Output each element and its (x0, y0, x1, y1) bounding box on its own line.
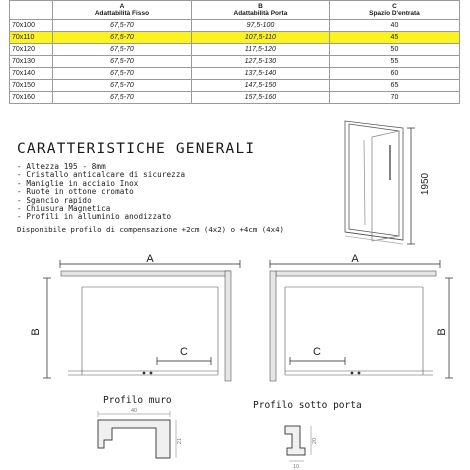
size-cell: 70x150 (10, 80, 53, 92)
porta-cell: 107,5-110 (191, 32, 329, 44)
spazio-cell: 50 (329, 44, 459, 56)
header-fisso: A Adattabilità Fisso (53, 1, 192, 20)
wall-profile-drawing (98, 408, 183, 458)
spazio-cell: 60 (329, 68, 459, 80)
spazio-cell: 55 (329, 56, 459, 68)
spazio-cell: 70 (329, 92, 459, 104)
feature-item: - Altezza 195 - 8mm (17, 162, 106, 171)
shower-elevation-drawing (345, 121, 403, 244)
height-dimension (407, 128, 431, 244)
size-cell: 70x130 (10, 56, 53, 68)
feature-item: - Ruote in ottone cromato (17, 187, 134, 197)
plan-view-left (30, 253, 240, 381)
fisso-cell: 67,5-70 (53, 44, 192, 56)
size-cell: 70x110 (10, 32, 53, 44)
header-porta: B Adattabilità Porta (191, 1, 329, 20)
dimension-a-right: A (351, 253, 359, 265)
height-label: 1950 (420, 172, 431, 196)
fisso-cell: 67,5-70 (53, 56, 192, 68)
porta-cell: 117,5-120 (191, 44, 329, 56)
feature-item: - Maniglie in acciaio Inox (17, 178, 139, 188)
size-cell: 70x100 (10, 20, 53, 32)
door-profile-height: 20 (312, 437, 318, 445)
fisso-cell: 67,5-70 (53, 20, 192, 32)
porta-cell: 97,5-100 (191, 20, 329, 32)
porta-cell: 157,5-160 (191, 92, 329, 104)
size-cell: 70x120 (10, 44, 53, 56)
header-spazio: C Spazio D'entrata (329, 1, 459, 20)
profile-note: Disponibile profilo di compensazione +2cm (4x2) o +4cm (4x4) (17, 225, 284, 234)
size-cell: 70x140 (10, 68, 53, 80)
feature-item: - Cristallo anticalcare di sicurezza (17, 170, 186, 180)
door-profile-drawing (285, 426, 318, 470)
page-title: CARATTERISTICHE GENERALI (17, 141, 256, 157)
spazio-cell: 45 (329, 32, 459, 44)
feature-item: - Sgancio rapido (17, 195, 92, 205)
fisso-cell: 67,5-70 (53, 92, 192, 104)
dimension-a-left: A (146, 253, 154, 265)
dimension-b-right: B (436, 328, 448, 336)
spazio-cell: 65 (329, 80, 459, 92)
dimension-c-right: C (313, 346, 321, 358)
wall-profile-height: 21 (177, 437, 183, 445)
dimension-c-left: C (180, 346, 188, 358)
fisso-cell: 67,5-70 (53, 80, 192, 92)
size-cell: 70x160 (10, 92, 53, 104)
porta-cell: 147,5-150 (191, 80, 329, 92)
porta-cell: 127,5-130 (191, 56, 329, 68)
door-profile-caption: Profilo sotto porta (253, 400, 362, 411)
door-profile-width: 10 (292, 464, 300, 470)
spazio-cell: 40 (329, 20, 459, 32)
feature-item: - Chiusura Magnetica (17, 204, 111, 214)
plan-view-right (270, 253, 453, 381)
dimension-b-left: B (30, 328, 42, 336)
fisso-cell: 67,5-70 (53, 68, 192, 80)
feature-item: - Profili in alluminio anodizzato (17, 212, 172, 222)
porta-cell: 137,5-140 (191, 68, 329, 80)
wall-profile-width: 40 (130, 408, 138, 414)
fisso-cell: 67,5-70 (53, 32, 192, 44)
wall-profile-caption: Profilo muro (103, 395, 172, 406)
